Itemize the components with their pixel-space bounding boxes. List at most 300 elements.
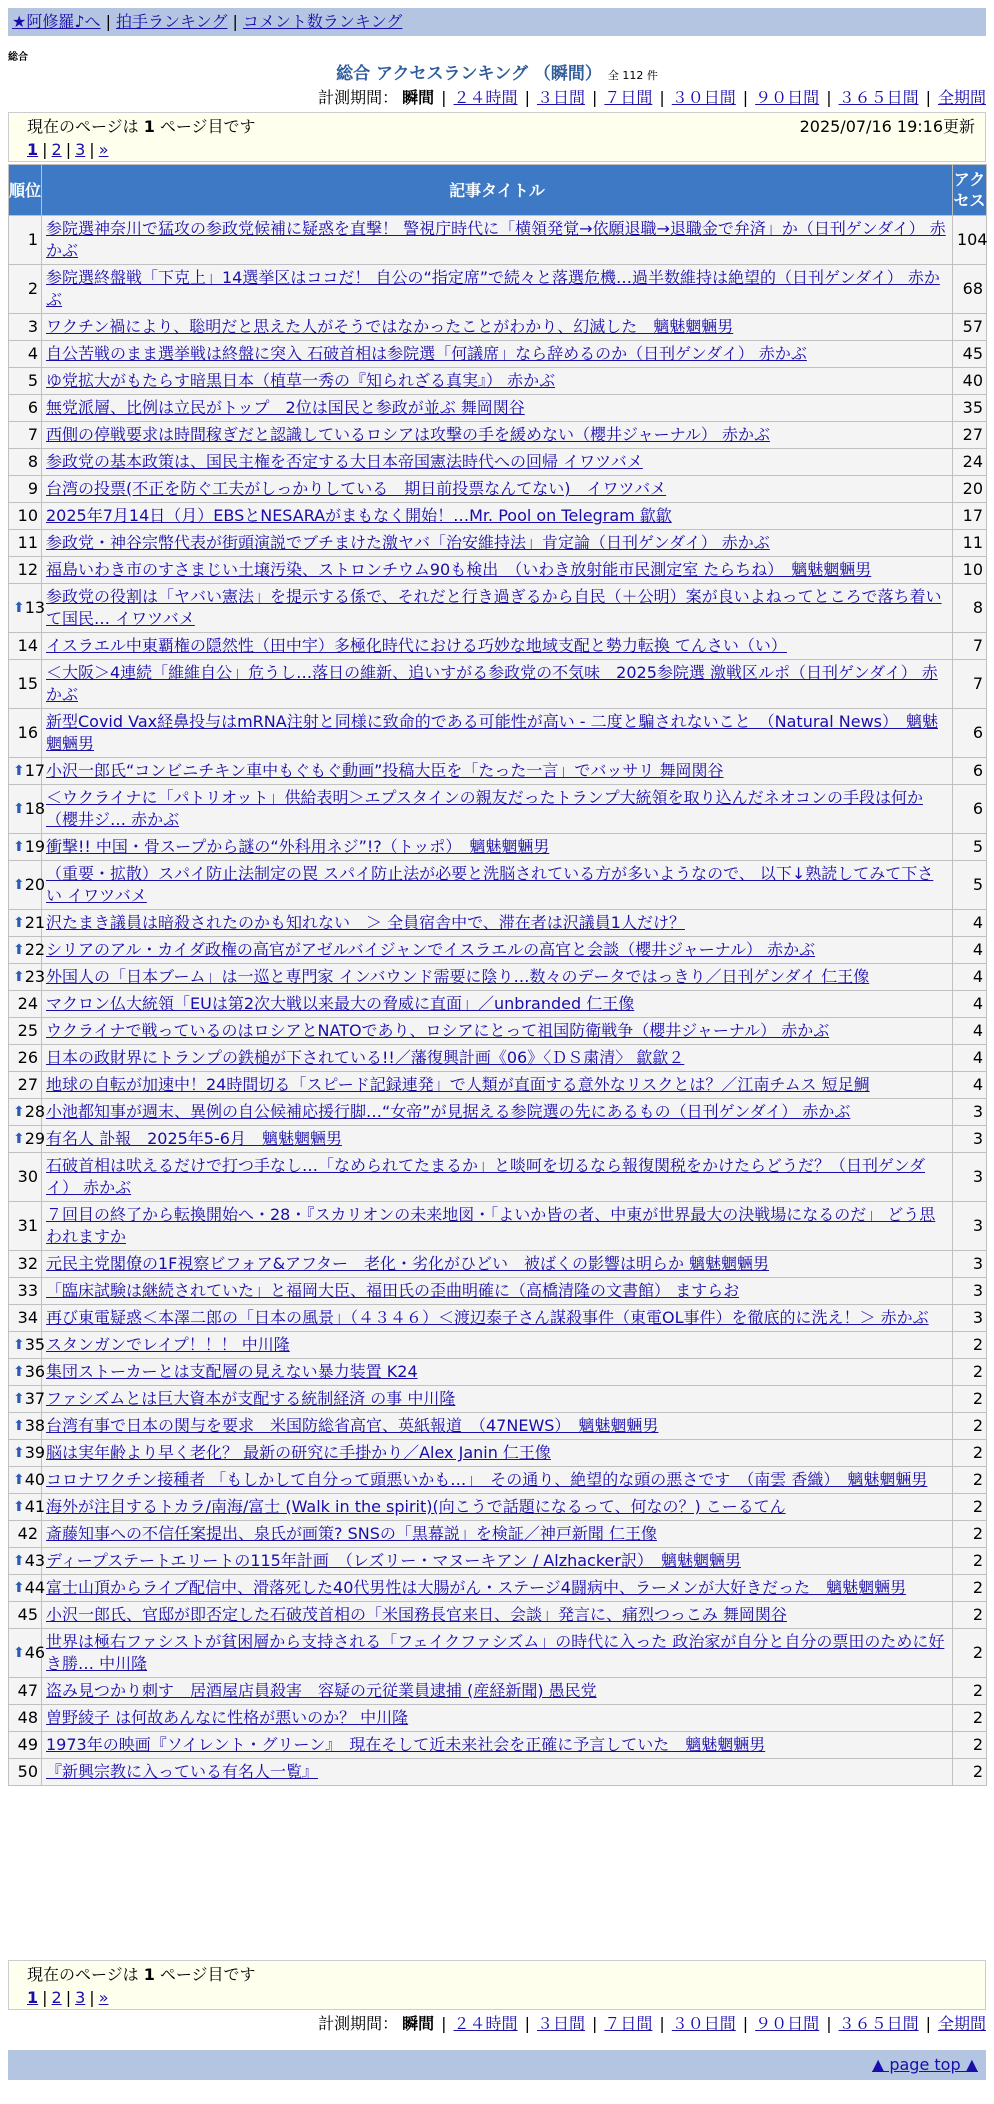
title-cell (42, 422, 953, 449)
table-row (9, 785, 987, 834)
up-arrow-icon: ⬆ (13, 1553, 25, 1569)
article-title-link[interactable]: ＜大阪＞4連続「維維自公」危うし…落日の維新、追いすがる参政党の不気味 2025参院選 激戦区ルポ（日刊ゲンダイ） 赤かぶ (46, 663, 938, 704)
access-count: 3 (953, 1305, 987, 1332)
current-page-number: 1 (143, 1965, 155, 1984)
period-option-link[interactable]: ９０日間 (755, 2014, 820, 2033)
rank-cell (9, 910, 46, 937)
rank-cell (9, 1359, 46, 1386)
up-arrow-icon: ⬆ (13, 763, 25, 779)
article-title-link[interactable]: 世界は極右ファシストが貧困層から支持される「フェイクファシズム」の時代に入った 政治家が自分と自分の票田のために好き勝… 中川隆 (46, 1632, 945, 1673)
period-option-link[interactable]: ２４時間 (453, 2014, 518, 2033)
access-count: 4 (953, 1072, 987, 1099)
up-arrow-icon: ⬆ (13, 1580, 25, 1596)
article-title-link[interactable]: 沢たまき議員は暗殺されたのかも知れない ＞ 全員宿舎中で、滞在者は沢議員1人だけ？ (46, 913, 685, 932)
article-title-link[interactable]: 参院選終盤戦「下克上」14選挙区はココだ！ 自公の“指定席”で続々と落選危機…過半数維持は絶望的（日刊ゲンダイ） 赤かぶ (46, 268, 940, 309)
rank-number: 7 (27, 425, 38, 444)
period-separator: | (659, 88, 665, 107)
article-title-link[interactable]: 福島いわき市のすさまじい土壌汚染、ストロンチウム90も検出 （いわき放射能市民測定室 たらちね） 魑魅魍魎男 (46, 560, 872, 579)
table-row (9, 1732, 987, 1759)
title-cell (42, 530, 953, 557)
article-title-link[interactable]: 富士山頂からライブ配信中、滑落死した40代男性は大腸がん・ステージ4闘病中、ラーメンが大好きだった 魑魅魍魎男 (46, 1578, 907, 1597)
rank-number: 48 (17, 1708, 38, 1727)
access-count: 8 (953, 584, 987, 633)
article-title-link[interactable]: スタンガンでレイプ！！！ 中川隆 (46, 1335, 290, 1354)
period-option-link[interactable]: ７日間 (604, 2014, 653, 2033)
period-label: 計測期間： (318, 2014, 399, 2033)
page-link[interactable]: 1 (27, 1988, 39, 2007)
rank-cell (9, 1251, 42, 1278)
period-separator: | (925, 2014, 931, 2033)
rank-number: 12 (17, 560, 38, 579)
article-title-link[interactable]: 小沢一郎氏、官邸が即否定した石破茂首相の「米国務長官来日、会談」発言に、痛烈つっこみ 舞岡関谷 (46, 1605, 787, 1624)
article-title-link[interactable]: ７回目の終了から転換開始へ・28・『スカリオンの未来地図・「よいか皆の者、中東が世界最大の決戦場になるのだ」 どう思われますか (46, 1205, 936, 1246)
rank-cell (9, 1629, 46, 1678)
access-count: 4 (953, 964, 987, 991)
access-count: 27 (953, 422, 987, 449)
rank-cell (9, 503, 42, 530)
table-row (9, 1521, 987, 1548)
pagination-separator: | (42, 140, 48, 159)
comment-ranking-link[interactable]: コメント数ランキング (242, 12, 403, 31)
rank-cell (9, 991, 42, 1018)
access-count: 4 (953, 991, 987, 1018)
access-count: 7 (953, 633, 987, 660)
period-option-link[interactable]: ３６５日間 (838, 2014, 919, 2033)
title-cell (42, 1548, 953, 1575)
period-option-link[interactable]: ３６５日間 (838, 88, 919, 107)
period-option-link[interactable]: ９０日間 (755, 88, 820, 107)
title-cell (42, 1521, 953, 1548)
period-separator: | (524, 2014, 530, 2033)
title-cell (42, 216, 953, 265)
page-link[interactable]: 1 (27, 140, 39, 159)
up-arrow-icon: ⬆ (13, 801, 25, 817)
rank-cell (9, 476, 42, 503)
title-cell (42, 758, 953, 785)
rank-number: 10 (17, 506, 38, 525)
access-count: 4 (953, 1045, 987, 1072)
article-title-link[interactable]: 台湾の投票(不正を防ぐ工夫がしっかりしている 期日前投票なんてない) イワツバメ (46, 479, 667, 498)
current-page-number: 1 (143, 117, 155, 136)
article-title-link[interactable]: 参政党の役割は「ヤバい憲法」を提示する係で、それだと行き過ぎるから自民（＋公明）案が良いよねってところで落ち着いて国民… イワツバメ (46, 587, 942, 628)
title-cell (42, 1126, 953, 1153)
title-cell (42, 1732, 953, 1759)
rank-number: 15 (17, 674, 38, 693)
rank-number: 33 (17, 1281, 38, 1300)
article-title-link[interactable]: 石破首相は吠えるだけで打つ手なし…「なめられてたまるか」と啖呵を切るなら報復関税をかけたらどうだ？（日刊ゲンダイ） 赤かぶ (46, 1156, 926, 1197)
title-cell (42, 503, 953, 530)
rank-cell (9, 216, 42, 265)
rank-cell (9, 1548, 46, 1575)
table-row (9, 964, 987, 991)
article-title-link[interactable]: 参政党・神谷宗幣代表が街頭演説でブチまけた激ヤバ「治安維持法」肯定論（日刊ゲンダイ） 赤かぶ (46, 533, 770, 552)
access-count: 57 (953, 314, 987, 341)
title-cell (42, 834, 953, 861)
title-cell (42, 1072, 953, 1099)
access-count: 3 (953, 1251, 987, 1278)
title-cell (42, 341, 953, 368)
title-cell (42, 937, 953, 964)
table-row (9, 1467, 987, 1494)
rank-number: 18 (24, 799, 46, 818)
access-count: 3 (953, 1099, 987, 1126)
page-link[interactable]: 3 (75, 1988, 86, 2007)
period-separator: | (441, 2014, 447, 2033)
title-cell (42, 1705, 953, 1732)
rank-cell (9, 1018, 42, 1045)
title-cell (42, 314, 953, 341)
access-count: 2 (953, 1759, 987, 1786)
title-cell (42, 557, 953, 584)
rank-cell (9, 1575, 46, 1602)
rank-cell (9, 633, 42, 660)
pagination-separator: | (65, 140, 72, 159)
title-cell (42, 265, 953, 314)
article-title-link[interactable]: 地球の自転が加速中！24時間切る「スピード記録連発」で人類が直面する意外なリスクとは？／江南チムス 短足鯛 (46, 1075, 870, 1094)
access-count: 2 (953, 1678, 987, 1705)
page-status-row (27, 115, 975, 139)
rank-cell (9, 530, 42, 557)
title-cell (42, 633, 953, 660)
period-label: 計測期間： (318, 88, 399, 107)
article-title-link[interactable]: 小池都知事が週末、異例の自公候補応援行脚…“女帝”が見据える参院選の先にあるもの（日刊ゲンダイ） 赤かぶ (46, 1102, 851, 1121)
title-cell (42, 1332, 953, 1359)
table-row (9, 216, 987, 265)
access-count: 40 (953, 368, 987, 395)
article-title-link[interactable]: 参政党の基本政策は、国民主権を否定する大日本帝国憲法時代への回帰 イワツバメ (46, 452, 643, 471)
rank-number: 36 (24, 1362, 46, 1381)
up-arrow-icon: ⬆ (13, 1418, 25, 1434)
rank-cell (9, 861, 46, 910)
period-separator: | (925, 88, 931, 107)
article-title-link[interactable]: 海外が注目するトカラ/南海/富士 (Walk in the spirit)(向こうで話題になるって、何なの？) こーるてん (46, 1497, 786, 1516)
article-title-link[interactable]: シリアのアル・カイダ政権の高官がアゼルバイジャンでイスラエルの高官と会談（櫻井ジャーナル） 赤かぶ (46, 940, 816, 959)
pagination-separator: | (42, 1988, 48, 2007)
access-count: 2 (953, 1602, 987, 1629)
next-page-link[interactable]: » (98, 140, 109, 159)
access-count: 2 (953, 1467, 987, 1494)
table-row (9, 1575, 987, 1602)
period-separator: | (826, 2014, 832, 2033)
rank-cell (9, 1413, 46, 1440)
table-row (9, 861, 987, 910)
article-title-link[interactable]: 集団ストーカーとは支配層の見えない暴力装置 K24 (46, 1362, 418, 1381)
article-title-link[interactable]: 『新興宗教に入っている有名人一覧』 (46, 1762, 319, 1781)
title-cell (42, 1278, 953, 1305)
period-current: 瞬間 (402, 2014, 435, 2033)
period-separator: | (826, 88, 832, 107)
rank-number: 31 (17, 1216, 38, 1235)
access-count: 68 (953, 265, 987, 314)
rank-cell (9, 1759, 42, 1786)
rank-number: 2 (27, 279, 38, 298)
article-title-link[interactable]: ＜ウクライナに「パトリオット」供給表明＞エプスタインの親友だったトランプ大統領を取り込んだネオコンの手段は何か（櫻井ジ… 赤かぶ (46, 788, 923, 829)
article-title-link[interactable]: 斎藤知事への不信任案提出、泉氏が画策? SNSの「黒幕説」を検証／神戸新聞 仁王像 (46, 1524, 657, 1543)
table-row (9, 314, 987, 341)
rank-cell (9, 314, 42, 341)
article-title-link[interactable]: イスラエル中東覇権の隠然性（田中宇）多極化時代における巧妙な地域支配と勢力転換 てんさい（い） (46, 636, 787, 655)
title-cell (42, 1467, 953, 1494)
rank-number: 44 (24, 1578, 46, 1597)
table-row (9, 1678, 987, 1705)
access-count: 2 (953, 1629, 987, 1678)
table-row (9, 991, 987, 1018)
period-option-link[interactable]: ７日間 (604, 88, 653, 107)
rank-number: 39 (24, 1443, 46, 1462)
article-title-link[interactable]: 脳は実年齢より早く老化？ 最新の研究に手掛かり／Alex Janin 仁王像 (46, 1443, 551, 1462)
table-row (9, 1126, 987, 1153)
article-title-link[interactable]: 外国人の「日本ブーム」は一巡と専門家 インバウンド需要に陰り…数々のデータではっきり／日刊ゲンダイ 仁王像 (46, 967, 870, 986)
rank-cell (9, 1705, 42, 1732)
rank-cell (9, 1278, 42, 1305)
rank-number: 47 (17, 1681, 38, 1700)
table-row (9, 1494, 987, 1521)
rank-number: 8 (27, 452, 38, 471)
period-separator: | (659, 2014, 665, 2033)
page-status-prefix: 現在のページは (27, 1965, 139, 1984)
table-row (9, 709, 987, 758)
access-count: 2 (953, 1575, 987, 1602)
access-count: 45 (953, 341, 987, 368)
access-count: 7 (953, 660, 987, 709)
table-row (9, 1629, 987, 1678)
rank-cell (9, 395, 42, 422)
up-arrow-icon: ⬆ (13, 1445, 25, 1461)
access-count: 10 (953, 557, 987, 584)
rank-cell (9, 709, 42, 758)
access-count: 6 (953, 709, 987, 758)
rank-number: 13 (24, 598, 46, 617)
rank-number: 32 (17, 1254, 38, 1273)
period-current: 瞬間 (402, 88, 435, 107)
period-option-link[interactable]: 全期間 (937, 2014, 986, 2033)
article-title-link[interactable]: ワクチン禍により、聡明だと思えた人がそうではなかったことがわかり、幻滅した 魑魅魍魎男 (46, 317, 734, 336)
rank-cell (9, 1521, 42, 1548)
title-cell (42, 861, 953, 910)
title-cell (42, 660, 953, 709)
article-title-link[interactable]: 1973年の映画『ソイレント・グリーン』 現在そして近未来社会を正確に予言していた 魑魅魍魎男 (46, 1735, 766, 1754)
title-cell (42, 1018, 953, 1045)
rank-cell (9, 1072, 42, 1099)
rank-cell (9, 341, 42, 368)
page-link[interactable]: 2 (51, 1988, 62, 2007)
access-count: 2 (953, 1521, 987, 1548)
article-title-link[interactable]: ディープステートエリートの115年計画 （レズリー・マヌーキアン / Alzhacker訳） 魑魅魍魎男 (46, 1551, 741, 1570)
article-title-link[interactable]: 小沢一郎氏“コンビニチキン車中もぐもぐ動画”投稿大臣を「たった一言」でバッサリ 舞岡関谷 (46, 761, 724, 780)
article-title-link[interactable]: マクロン仏大統領「EUは第2次大戦以来最大の脅威に直面」／unbranded 仁王像 (46, 994, 635, 1013)
title-cell (42, 1678, 953, 1705)
rank-number: 26 (17, 1048, 38, 1067)
ranking-title: 総合 アクセスランキング （瞬間） (336, 64, 602, 84)
table-row (9, 834, 987, 861)
table-row (9, 422, 987, 449)
up-arrow-icon: ⬆ (13, 1499, 25, 1515)
table-row (9, 910, 987, 937)
access-count: 2 (953, 1359, 987, 1386)
up-arrow-icon: ⬆ (13, 1364, 25, 1380)
table-row (9, 758, 987, 785)
article-title-link[interactable]: 自公苦戦のまま選挙戦は終盤に突入 石破首相は参院選「何議席」なら辞めるのか（日刊ゲンダイ） 赤かぶ (46, 344, 807, 363)
rank-cell (9, 557, 42, 584)
table-row (9, 368, 987, 395)
rank-number: 45 (17, 1605, 38, 1624)
table-row (9, 503, 987, 530)
rank-number: 28 (24, 1102, 46, 1121)
period-option-link[interactable]: ３日間 (536, 2014, 585, 2033)
rank-number: 29 (24, 1129, 46, 1148)
access-count: 5 (953, 861, 987, 910)
item-count: 全 112 件 (607, 69, 658, 82)
rank-number: 42 (17, 1524, 38, 1543)
title-cell (42, 1440, 953, 1467)
table-row (9, 1278, 987, 1305)
article-title-link[interactable]: 衝撃!! 中国・骨スープから謎の“外科用ネジ”!?（トッポ） 魑魅魍魎男 (46, 837, 550, 856)
period-option-link[interactable]: 全期間 (937, 88, 986, 107)
rank-cell (9, 964, 46, 991)
rank-cell (9, 1305, 42, 1332)
title-cell (42, 1153, 953, 1202)
article-title-link[interactable]: ゆ党拡大がもたらす暗黒日本（植草一秀の『知られざる真実』） 赤かぶ (46, 371, 556, 390)
title-cell (42, 910, 953, 937)
period-option-link[interactable]: ２４時間 (453, 88, 518, 107)
title-cell (42, 1305, 953, 1332)
rank-number: 16 (17, 723, 38, 742)
rank-cell (9, 1732, 42, 1759)
article-title-link[interactable]: 有名人 訃報 2025年5-6月 魑魅魍魎男 (46, 1129, 342, 1148)
access-count: 104 (953, 216, 987, 265)
clap-ranking-link[interactable]: 拍手ランキング (115, 12, 228, 31)
access-count: 2 (953, 1705, 987, 1732)
page-title (0, 62, 994, 88)
article-title-link[interactable]: 台湾有事で日本の関与を要求 米国防総省高官、英紙報道 （47NEWS） 魑魅魍魎男 (46, 1416, 659, 1435)
table-row (9, 633, 987, 660)
table-row (9, 660, 987, 709)
rank-number: 46 (24, 1643, 46, 1662)
title-cell (42, 709, 953, 758)
page-link[interactable]: 3 (75, 140, 86, 159)
up-arrow-icon: ⬆ (13, 1472, 25, 1488)
ranking-table (8, 164, 987, 1786)
title-cell (42, 1099, 953, 1126)
article-title-link[interactable]: 参院選神奈川で猛攻の参政党候補に疑惑を直撃！ 警視庁時代に「横領発覚→依願退職→退職金で弁済」か（日刊ゲンダイ） 赤かぶ (46, 219, 946, 260)
up-arrow-icon: ⬆ (13, 915, 25, 931)
table-row (9, 584, 987, 633)
rank-cell (9, 449, 42, 476)
table-row (9, 395, 987, 422)
access-count: 6 (953, 758, 987, 785)
up-arrow-icon: ⬆ (13, 942, 25, 958)
section-label: 総合 (8, 52, 28, 63)
table-row (9, 1759, 987, 1786)
pagination-separator: | (89, 1988, 95, 2007)
table-row (9, 1305, 987, 1332)
page-link[interactable]: 2 (51, 140, 62, 159)
article-title-link[interactable]: 無党派層、比例は立民がトップ 2位は国民と参政が並ぶ 舞岡関谷 (46, 398, 525, 417)
rank-cell (9, 1153, 42, 1202)
title-cell (42, 1202, 953, 1251)
rank-cell (9, 937, 46, 964)
article-title-link[interactable]: 日本の政財界にトランプの鉄槌が下されている!!／藩復興計画《06》〈ＤＳ粛清〉 歙歙２ (46, 1048, 685, 1067)
rank-cell (9, 1202, 42, 1251)
rank-number: 3 (27, 317, 38, 336)
access-count: 35 (953, 395, 987, 422)
page-top-link[interactable]: ▲ page top ▲ (871, 2055, 978, 2074)
article-title-link[interactable]: 2025年7月14日（月）EBSとNESARAがまもなく開始！…Mr. Pool on Telegram 歙歙 (46, 506, 672, 525)
title-cell (42, 1629, 953, 1678)
access-count: 2 (953, 1413, 987, 1440)
period-option-link[interactable]: ３日間 (536, 88, 585, 107)
rank-number: 5 (27, 371, 38, 390)
title-cell (42, 1494, 953, 1521)
next-page-link[interactable]: » (98, 1988, 109, 2007)
access-count: 6 (953, 785, 987, 834)
article-title-link[interactable]: （重要・拡散）スパイ防止法制定の罠 スパイ防止法が必要と洗脳されている方が多いようなので、 以下↓熟読してみて下さい イワツバメ (46, 864, 934, 905)
rank-cell (9, 834, 46, 861)
rank-number: 19 (24, 837, 46, 856)
rank-cell (9, 1045, 42, 1072)
article-title-link[interactable]: 新型Covid Vax経鼻投与はmRNA注射と同様に致命的である可能性が高い - 二度と騙されないこと （Natural News） 魑魅魍魎男 (46, 712, 938, 753)
title-cell (42, 395, 953, 422)
table-row (9, 1045, 987, 1072)
access-count: 11 (953, 530, 987, 557)
title-cell (42, 1575, 953, 1602)
period-separator: | (591, 88, 598, 107)
table-row (9, 1153, 987, 1202)
updated-timestamp: 2025/07/16 19:16更新 (799, 117, 975, 136)
home-link[interactable]: ★阿修羅♪へ (12, 12, 101, 31)
page-info-box-bottom (8, 1960, 986, 2010)
article-title-link[interactable]: ウクライナで戦っているのはロシアとNATOであり、ロシアにとって祖国防衛戦争（櫻井ジャーナル） 赤かぶ (46, 1021, 830, 1040)
table-row (9, 1359, 987, 1386)
up-arrow-icon: ⬆ (13, 969, 25, 985)
up-arrow-icon: ⬆ (13, 877, 25, 893)
up-arrow-icon: ⬆ (13, 1337, 25, 1353)
article-title-link[interactable]: 曽野綾子 は何故あんなに性格が悪いのか？ 中川隆 (46, 1708, 409, 1727)
rank-number: 40 (24, 1470, 46, 1489)
rank-number: 50 (17, 1762, 38, 1781)
title-cell (42, 964, 953, 991)
article-title-link[interactable]: 「臨床試験は継続されていた」と福岡大臣、福田氏の歪曲明確に（高橋清隆の文書館） ますらお (46, 1281, 740, 1300)
rank-cell (9, 1467, 46, 1494)
access-count: 3 (953, 1202, 987, 1251)
title-cell (42, 449, 953, 476)
up-arrow-icon: ⬆ (13, 1104, 25, 1120)
up-arrow-icon: ⬆ (13, 1131, 25, 1147)
page-status-prefix: 現在のページは (27, 117, 139, 136)
rank-number: 6 (27, 398, 38, 417)
rank-number: 30 (17, 1167, 38, 1186)
table-row (9, 937, 987, 964)
article-title-link[interactable]: 元民主党閣僚の1F視察ビフォア&アフター 老化・劣化がひどい 被ばくの影響は明らか 魑魅魍魎男 (46, 1254, 770, 1273)
article-title-link[interactable]: コロナワクチン接種者 「もしかして自分って頭悪いかも…」 その通り、絶望的な頭の悪さです （南雲 香織） 魑魅魍魎男 (46, 1470, 928, 1489)
rank-number: 22 (24, 940, 46, 959)
page-status-row (27, 1963, 975, 1987)
rank-number: 9 (27, 479, 38, 498)
access-count: 3 (953, 1278, 987, 1305)
period-option-link[interactable]: ３０日間 (671, 88, 736, 107)
period-option-link[interactable]: ３０日間 (671, 2014, 736, 2033)
rank-number: 23 (24, 967, 46, 986)
top-nav-bar (8, 8, 986, 36)
rank-cell (9, 1099, 46, 1126)
page-status-suffix: ページ目です (159, 1965, 256, 1984)
article-title-link[interactable]: 西側の停戦要求は時間稼ぎだと認識しているロシアは攻撃の手を緩めない（櫻井ジャーナル） 赤かぶ (46, 425, 770, 444)
article-title-link[interactable]: 再び東電疑惑＜本澤二郎の「日本の風景」（４３４６）＜渡辺泰子さん謀殺事件（東電OL事件）を徹底的に洗え！＞ 赤かぶ (46, 1308, 929, 1327)
article-title-link[interactable]: ファシズムとは巨大資本が支配する統制経済 の事 中川隆 (46, 1389, 456, 1408)
rank-number: 34 (17, 1308, 38, 1327)
table-row (9, 1413, 987, 1440)
article-title-link[interactable]: 盗み見つかり刺す 居酒屋店員殺害 容疑の元従業員逮捕 (産経新聞) 愚民党 (46, 1681, 597, 1700)
